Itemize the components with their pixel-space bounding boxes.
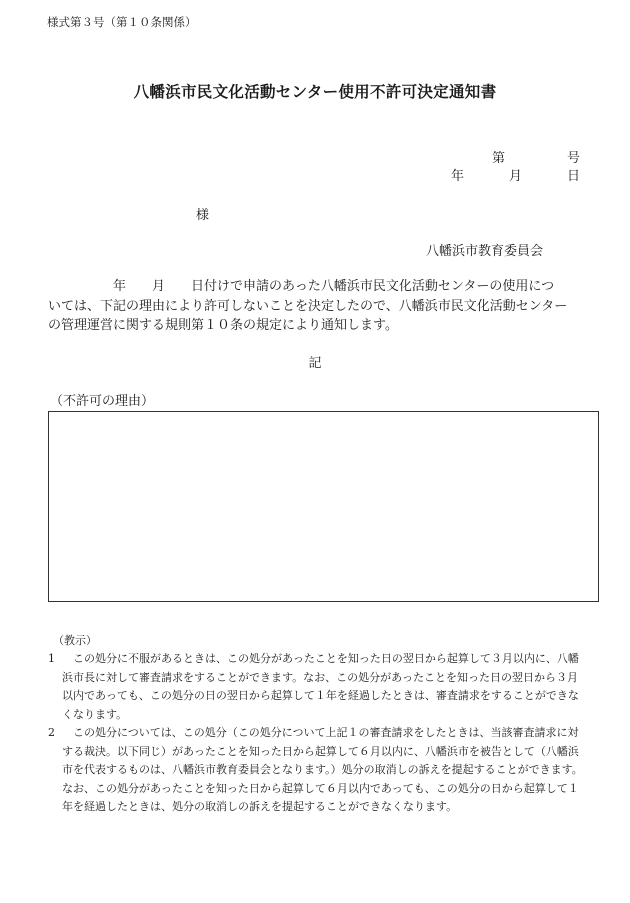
note-line: 市を代表するものは、八幡浜市教育委員会となります。）処分の取消しの訴えを提起することができます。 [62,763,583,776]
ki-heading: 記 [308,356,322,371]
date-year: 年 [450,169,464,184]
form-number: 様式第３号（第１０条関係） [47,15,197,29]
issuer-name: 八幡浜市教育委員会 [425,244,543,259]
note-line: 以内であっても、この処分の日の翌日から起算して１年を経過したときは、審査請求をすることができな [62,689,579,702]
note-item-2 [48,724,588,817]
reason-label: （不許可の理由） [50,394,155,409]
doc-number-dai: 第 [491,151,505,166]
doc-number-go: 号 [566,151,580,166]
notes-heading: （教示） [53,634,97,647]
note-line: する裁決。以下同じ）があったことを知った日から起算して６月以内に、八幡浜市を被告として（八幡浜 [62,744,579,758]
note-line: この処分に不服があるときは、この処分があったことを知った日の翌日から起算して３月以内に、八幡 [62,652,579,665]
document-title: 八幡浜市民文化活動センター使用不許可決定通知書 [133,82,497,101]
reason-box [48,411,599,602]
body-line-2: いては、下記の理由により許可しないことを決定したので、八幡浜市民文化活動センター [48,298,568,314]
note-item-1 [48,650,588,724]
note-line: くなります。 [62,707,128,721]
note-number: 2 [48,726,55,739]
body-line-3: の管理運営に関する規則第１０条の規定により通知します。 [48,318,398,333]
notice-body [48,277,588,336]
document-number-row [492,147,580,166]
date-row [451,165,580,184]
note-line: この処分については、この処分（この処分について上記１の審査請求をしたときは、当該審査請求に対 [62,726,579,739]
date-day: 日 [566,169,580,184]
date-month: 月 [508,169,522,184]
note-number: 1 [48,652,55,665]
note-line: なお、この処分があったことを知った日から起算して６月以内であっても、この処分の日から起算して１ [62,781,579,795]
body-line-1: 年 月 日付けで申請のあった八幡浜市民文化活動センターの使用につ [48,279,555,294]
addressee-suffix: 様 [196,208,210,223]
note-line: 浜市長に対して審査請求をすることができます。なお、この処分があったことを知った日の翌日から３月 [62,670,579,684]
note-line: 年を経過したときは、処分の取消しの訴えを提起することができなくなります。 [62,800,458,813]
